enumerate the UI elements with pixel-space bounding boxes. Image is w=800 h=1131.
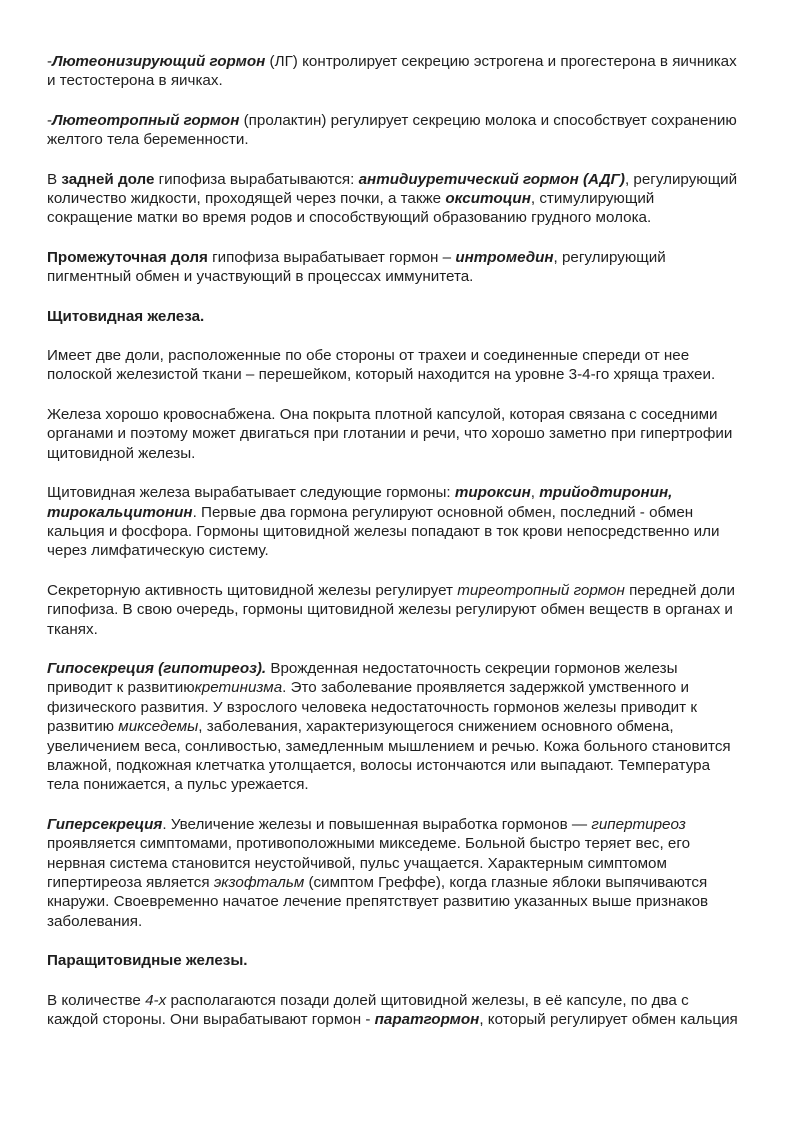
term-exophthalmos: экзофтальм <box>213 874 305 891</box>
text: , регулирующий пигментный обмен и участвующий в процессах иммунитета. <box>47 248 666 286</box>
term-tsh: тиреотропный гормон <box>457 581 625 599</box>
term-four: 4-х <box>145 991 167 1009</box>
term-intromedin: интромедин <box>455 248 554 266</box>
text: проявляется симптомами, противоположными микседеме. Больной быстро теряет вес, его нервная система становится неустойчивой, пульс учащается. Характерным симптомом гипертиреоза является <box>47 835 691 891</box>
text: . Это заболевание проявляется задержкой умственного и физического развития. У взрослого человека недостаточность гормонов железы приводит к развитию <box>47 679 697 736</box>
paragraph-posterior-lobe <box>47 170 738 228</box>
term-prolactin: Лютеотропный гормон <box>52 111 240 129</box>
paragraph-parathyroid <box>47 991 738 1030</box>
text: В количестве <box>47 991 146 1009</box>
term-hypersecretion: Гиперсекреция <box>47 815 163 833</box>
dash: - <box>47 53 53 70</box>
term-triiodothyronine: трийодтиронин, тирокальцитонин <box>47 484 673 521</box>
heading-parathyroid: Паращитовидные железы. <box>47 952 248 970</box>
term-adh: антидиуретический гормон (АДГ) <box>358 170 625 188</box>
paragraph-thyroid-regulation <box>47 581 738 639</box>
heading-thyroid: Щитовидная железа. <box>47 307 205 325</box>
term-posterior-lobe: задней доле <box>61 170 155 188</box>
text: располагаются позади долей щитовидной железы, в её капсуле, по два с каждой стороны. Они вырабатывают гормон - <box>47 991 689 1029</box>
text: (симптом Греффе), когда глазные яблоки выпячиваются кнаружи. Своевременно начатое лечение препятствует развитию указанных выше признаков заболевания. <box>47 874 709 930</box>
term-parathormone: паратгормон <box>374 1011 480 1029</box>
dash: - <box>47 111 53 129</box>
text: Щитовидная железа вырабатывает следующие гормоны: <box>47 484 455 502</box>
text: передней доли гипофиза. В свою очередь, гормоны щитовидной железы регулируют обмен веществ в органах и тканях. <box>47 581 736 638</box>
term-cretinism: кретинизма <box>194 679 283 697</box>
text: Секреторную активность щитовидной железы регулирует <box>47 581 458 599</box>
paragraph-intermediate-lobe <box>47 248 738 287</box>
text: . Увеличение железы и повышенная выработка гормонов — <box>162 815 592 833</box>
paragraph-prolactin <box>47 111 738 150</box>
term-lh: Лютеонизирующий гормон <box>52 53 266 70</box>
text: , который регулирует обмен кальция <box>479 1011 738 1029</box>
text: гипофиза вырабатывает гормон – <box>207 248 456 266</box>
term-thyroxine: тироксин <box>454 484 531 502</box>
term-intermediate-lobe: Промежуточная доля <box>47 248 208 266</box>
paragraph-thyroid-blood: Железа хорошо кровоснабжена. Она покрыта плотной капсулой, которая связана с соседними органами и поэтому может двигаться при глотании и речи, что хорошо заметно при гипертрофии щитовидной железы. <box>47 405 733 462</box>
paragraph-thyroid-hormones <box>47 483 738 561</box>
text: (ЛГ) контролирует секрецию эстрогена и прогестерона в яичниках и тестостерона в яичках. <box>47 53 737 90</box>
text: , стимулирующий сокращение матки во время родов и способствующий образованию грудного молока. <box>47 190 655 227</box>
term-hyposecretion: Гипосекреция (гипотиреоз). <box>47 659 267 677</box>
text: , <box>530 484 540 502</box>
text: гипофиза вырабатываются: <box>154 170 359 188</box>
term-hyperthyroidism: гипертиреоз <box>591 815 686 833</box>
text: Врожденная недостаточность секреции гормонов железы приводит к развитию <box>47 659 678 697</box>
text: , заболевания, характеризующегося снижением основного обмена, увеличением веса, сонливостью, замедленным мышлением и речью. Кожа больного становится влажной, подкожная клетчатка утолщается, волосы истончаются или выпадают. Температура тела понижается, а пульс урежается. <box>47 718 731 794</box>
text: . Первые два гормона регулируют основной обмен, последний - обмен кальция и фосфора. Гормоны щитовидной железы попадают в ток крови непосредственно или через лимфатическую систему. <box>47 503 720 560</box>
text: В <box>47 170 62 188</box>
paragraph-hypersecretion <box>47 815 738 931</box>
term-myxedema: микседемы <box>118 718 199 736</box>
term-oxytocin: окситоцин <box>445 190 531 208</box>
paragraph-lh <box>47 52 738 91</box>
text: , регулирующий количество жидкости, проходящей через почки, а также <box>47 170 738 208</box>
text: (пролактин) регулирует секрецию молока и способствует сохранению желтого тела беременности. <box>47 111 737 149</box>
paragraph-hyposecretion <box>47 659 738 795</box>
paragraph-thyroid-anatomy: Имеет две доли, расположенные по обе стороны от трахеи и соединенные спереди от нее полоской железистой ткани – перешейком, который находится на уровне 3-4-го хряща трахеи. <box>47 347 716 384</box>
